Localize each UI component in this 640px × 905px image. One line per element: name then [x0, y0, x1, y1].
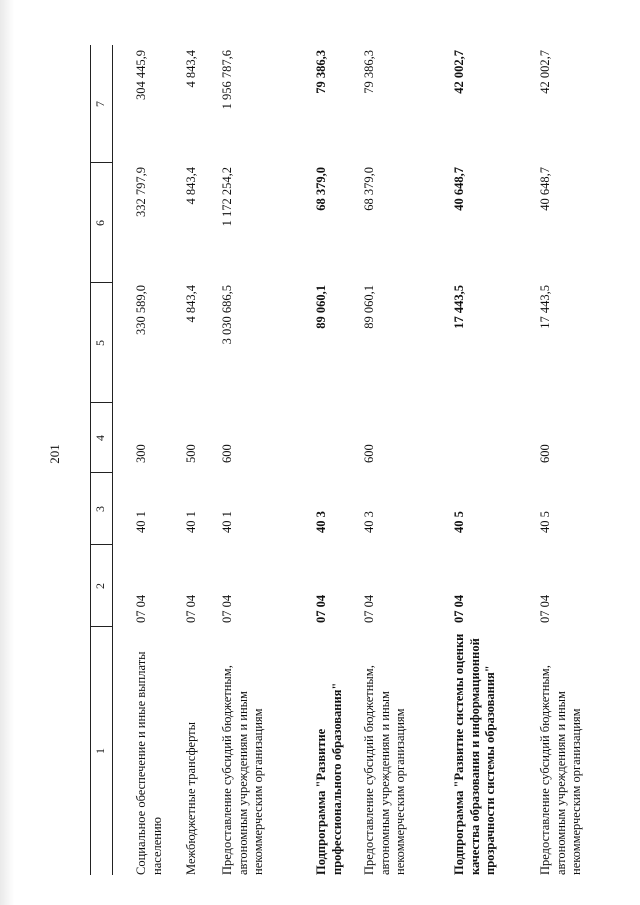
table-row-value-7: 4 843,4 — [184, 50, 198, 88]
column-header-4: 4 — [93, 435, 107, 441]
table-row-type: 600 — [538, 444, 552, 463]
table-row-section: 07 04 — [134, 594, 148, 623]
table-row-target: 40 1 — [184, 511, 198, 533]
table-row-target: 40 1 — [134, 511, 148, 533]
table-row-value-5: 89 060,1 — [314, 285, 328, 329]
column-header-5: 5 — [93, 340, 107, 346]
column-header-2: 2 — [93, 583, 107, 589]
table-row-target: 40 3 — [314, 511, 328, 533]
table-row-type: 500 — [184, 444, 198, 463]
table-row-name: Межбюджетные трансферты — [184, 721, 198, 875]
table-row-name: Предоставление субсидий бюджетным, автономным учреждениям и иным некоммерческим организациям — [362, 665, 407, 875]
table-row-section: 07 04 — [362, 594, 376, 623]
table-row-section: 07 04 — [538, 594, 552, 623]
table-row-value-7: 79 386,3 — [314, 50, 328, 94]
table-row-target: 40 3 — [362, 511, 376, 533]
table-row-value-6: 68 379,0 — [362, 167, 376, 211]
table-row-value-7: 79 386,3 — [362, 50, 376, 94]
table-row-name: Подпрограмма "Развитие системы оценки качества образования и информационной прозрачности системы образования" — [452, 633, 497, 875]
table-row-section: 07 04 — [184, 594, 198, 623]
table-row-value-7: 1 956 787,6 — [220, 50, 234, 110]
table-row-value-6: 40 648,7 — [538, 167, 552, 211]
table-row-section: 07 04 — [314, 594, 328, 623]
table-row-value-6: 1 172 254,2 — [220, 167, 234, 227]
column-header-6: 6 — [93, 220, 107, 226]
table-row-value-5: 17 443,5 — [452, 285, 466, 329]
table-row-section: 07 04 — [220, 594, 234, 623]
table-row-target: 40 5 — [538, 511, 552, 533]
table-row-target: 40 5 — [452, 511, 466, 533]
table-row-type: 600 — [220, 444, 234, 463]
table-row-value-7: 42 002,7 — [538, 50, 552, 94]
table-row-value-5: 3 030 686,5 — [220, 285, 234, 345]
column-header-3: 3 — [93, 506, 107, 512]
table-row-type: 300 — [134, 444, 148, 463]
table-row-value-7: 304 445,9 — [134, 50, 148, 100]
budget-table — [90, 45, 610, 875]
table-row-name: Предоставление субсидий бюджетным, автономным учреждениям и иным некоммерческим организациям — [220, 665, 265, 875]
table-row-value-5: 17 443,5 — [538, 285, 552, 329]
table-row-value-6: 332 797,9 — [134, 167, 148, 217]
column-header-7: 7 — [93, 101, 107, 107]
header-top-rule — [90, 45, 91, 875]
table-row-section: 07 04 — [452, 594, 466, 623]
header-bottom-rule — [112, 45, 113, 875]
table-row-value-6: 4 843,4 — [184, 167, 198, 205]
table-row-value-6: 40 648,7 — [452, 167, 466, 211]
table-row-value-5: 330 589,0 — [134, 285, 148, 335]
table-row-type: 600 — [362, 444, 376, 463]
table-row-name: Социальное обеспечение и иные выплаты населению — [134, 651, 164, 875]
table-row-name: Подпрограмма "Развитие профессионального образования" — [314, 682, 344, 875]
column-header-1: 1 — [93, 748, 107, 754]
table-row-name: Предоставление субсидий бюджетным, автономным учреждениям и иным некоммерческим организациям — [538, 665, 583, 875]
table-row-value-6: 68 379,0 — [314, 167, 328, 211]
table-row-value-7: 42 002,7 — [452, 50, 466, 94]
table-row-value-5: 4 843,4 — [184, 285, 198, 323]
table-row-target: 40 1 — [220, 511, 234, 533]
page-number: 201 — [47, 444, 62, 464]
table-row-value-5: 89 060,1 — [362, 285, 376, 329]
